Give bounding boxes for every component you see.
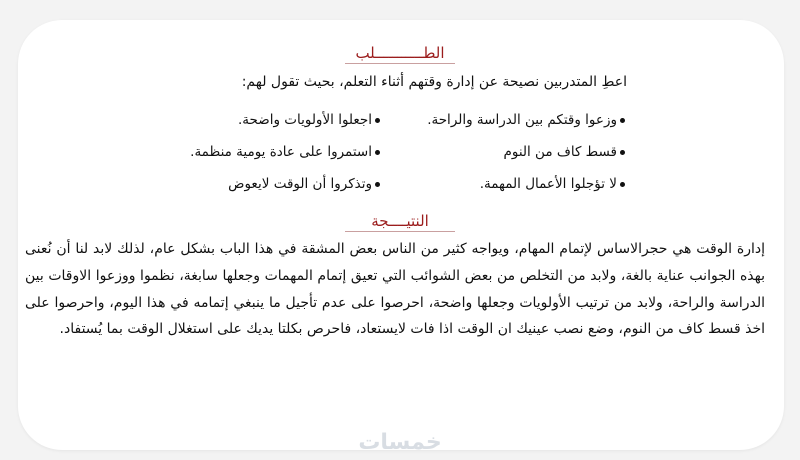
bullet-icon	[375, 182, 380, 187]
result-paragraph: إدارة الوقت هي حجرالاساس لإتمام المهام، ويواجه كثير من الناس بعض المشقة في هذا الباب بشكل عام، لذلك لابد لنا أن نُعنى بهذه الجوانب عناية بالغة، ولابد من التخلص من بعض الشوائب التي تعيق إتمام المهمات وجعلها سابغة، نظموا ووزعوا الاوقات بين الدراسة والراحة، ولابد من ترتيب الأولويات وجعلها واضحة، احرصوا على عدم تأجيل ما ينبغي إتمامه في هذا اليوم، واحرصوا على اخذ قسط كاف من النوم، وضع نصب عينيك ان الوقت اذا فات لايستعاد، فاحرص بكلتا يديك على استغلال الوقت بما يُستفاد.	[25, 241, 765, 338]
tip-item	[410, 142, 625, 163]
tip-item	[410, 174, 625, 195]
request-title: الطـــــــــــلب	[0, 44, 800, 64]
watermark-logo: خمسات	[358, 430, 442, 455]
bullet-icon	[375, 150, 380, 155]
result-title: النتيــــجة	[0, 212, 800, 232]
tips-list	[165, 110, 625, 195]
request-intro: اعطِ المتدربين نصيحة عن إدارة وقتهم أثناء التعلم، بحيث تقول لهم:	[241, 74, 627, 90]
bullet-icon	[620, 182, 625, 187]
tip-text: وزعوا وقتكم بين الدراسة والراحة.	[427, 112, 617, 128]
tip-item	[165, 174, 380, 195]
tip-text: لا تؤجلوا الأعمال المهمة.	[479, 176, 617, 192]
bullet-icon	[620, 150, 625, 155]
tip-text: استمروا على عادة يومية منظمة.	[190, 144, 372, 160]
tip-item	[165, 142, 380, 163]
tip-item	[165, 110, 380, 131]
tip-text: وتذكروا أن الوقت لايعوض	[228, 176, 372, 192]
bullet-icon	[620, 118, 625, 123]
tip-text: قسط كاف من النوم	[503, 144, 617, 160]
tip-text: اجعلوا الأولويات واضحة.	[238, 112, 372, 128]
bullet-icon	[375, 118, 380, 123]
tip-item	[410, 110, 625, 131]
